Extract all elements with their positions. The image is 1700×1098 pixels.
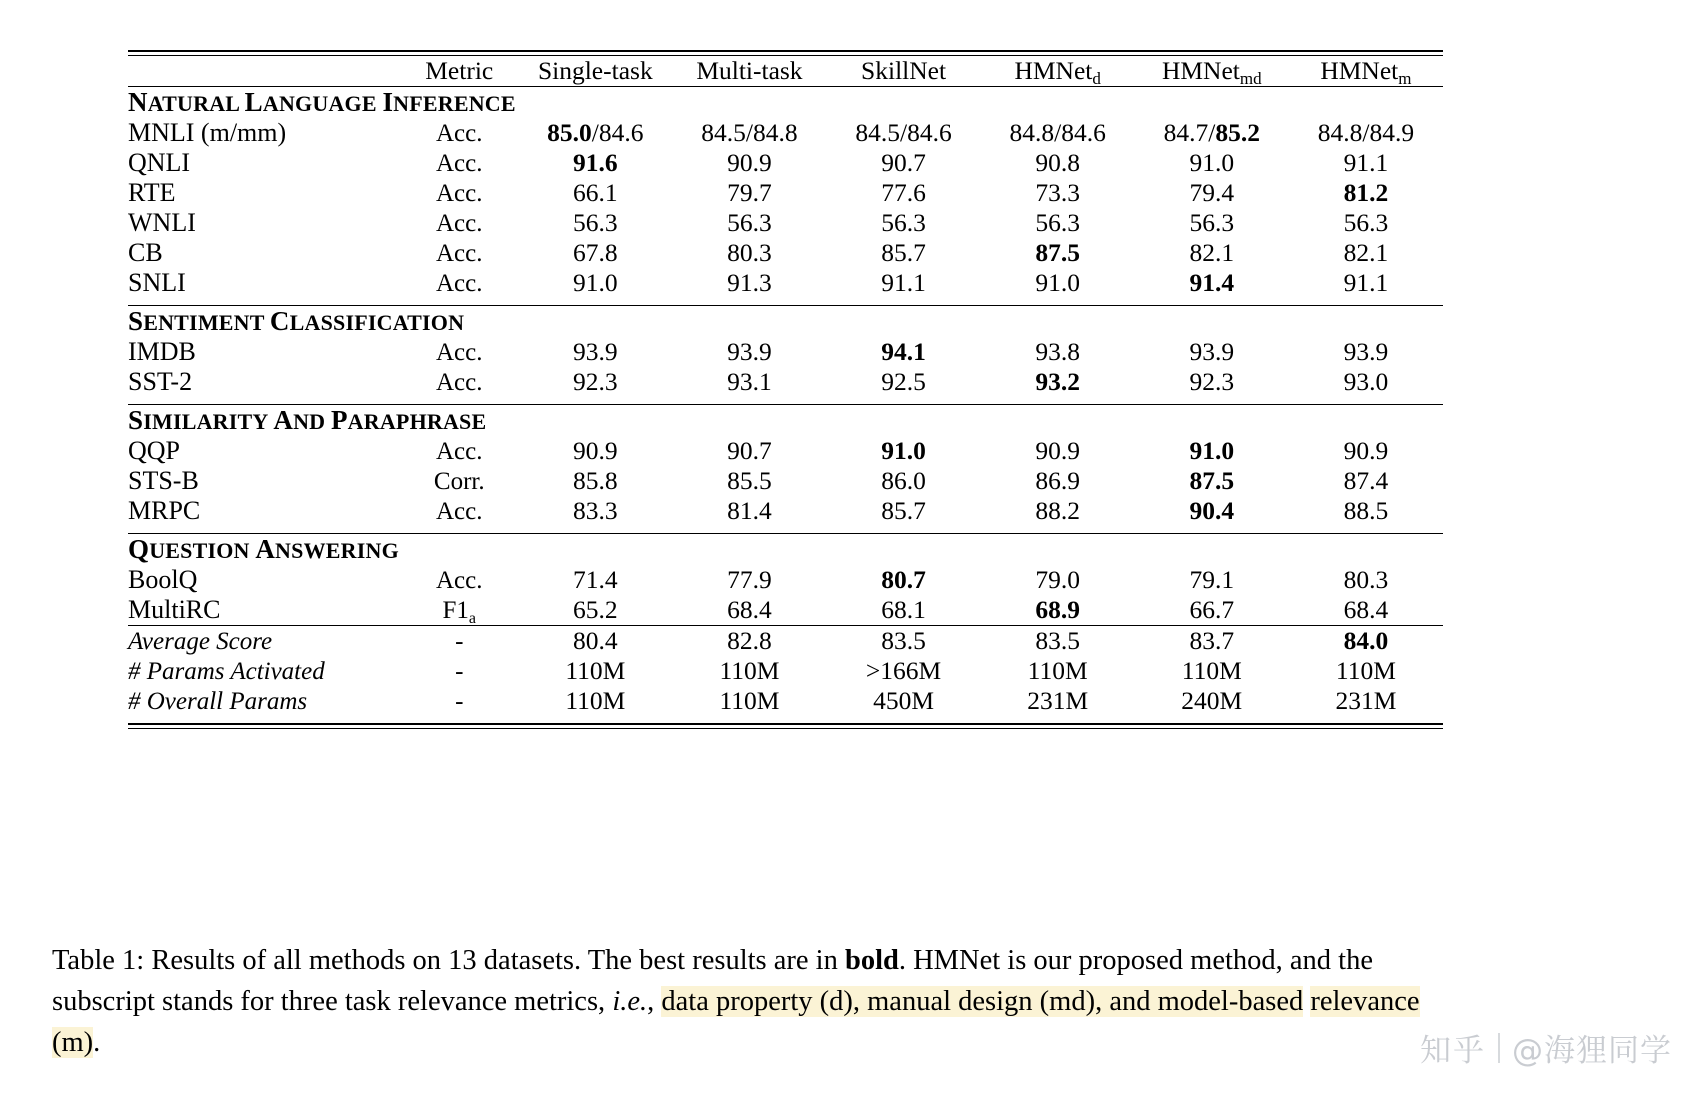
table-cell-value: 80.4 bbox=[573, 626, 618, 655]
caption-highlight-2: relevance (m) bbox=[52, 986, 1420, 1058]
table-cell-value: 91.0 bbox=[1189, 148, 1235, 177]
column-header-metric: Metric bbox=[425, 56, 494, 85]
table-cell-value: 93.8 bbox=[1035, 337, 1080, 366]
table-cell-value: 90.9 bbox=[1035, 436, 1080, 465]
table-cell-value: 93.0 bbox=[1343, 367, 1389, 396]
table-cell-value: 450M bbox=[873, 686, 935, 715]
table-cell-value: 110M bbox=[1181, 656, 1242, 685]
table-cell-value: 110M bbox=[1335, 656, 1396, 685]
table-row bbox=[128, 436, 1443, 466]
table-cell-value: 81.2 bbox=[1343, 178, 1389, 207]
column-header-multi: Multi-task bbox=[696, 56, 803, 85]
table-row bbox=[128, 178, 1443, 208]
table-cell-value: 68.4 bbox=[727, 595, 772, 624]
table-cell-value: 90.9 bbox=[727, 148, 772, 177]
row-label: MultiRC bbox=[128, 595, 221, 624]
table-cell-value: 87.5 bbox=[1189, 466, 1235, 495]
row-label: # Overall Params bbox=[128, 688, 308, 715]
table-cell-value: 91.1 bbox=[1343, 268, 1389, 297]
table-cell-value: 90.7 bbox=[727, 436, 772, 465]
section-title: NATURAL LANGUAGE INFERENCE bbox=[128, 87, 516, 117]
row-metric: Acc. bbox=[435, 210, 483, 237]
column-header-skillnet: SkillNet bbox=[861, 56, 947, 85]
table-cell-value: 85.8 bbox=[573, 466, 618, 495]
section-title: SENTIMENT CLASSIFICATION bbox=[128, 306, 465, 336]
table-cell-value: 88.2 bbox=[1035, 496, 1080, 525]
table-row bbox=[128, 208, 1443, 238]
column-header-name bbox=[128, 56, 400, 87]
table-cell-value: 66.1 bbox=[573, 178, 618, 207]
table-cell-value: 92.3 bbox=[1189, 367, 1235, 396]
rule bbox=[128, 724, 1443, 729]
table-cell-value: 110M bbox=[719, 686, 780, 715]
table-cell-value: 85.0/84.6 bbox=[547, 118, 644, 147]
row-label: WNLI bbox=[128, 208, 196, 237]
table-cell-value: 92.3 bbox=[573, 367, 618, 396]
table-cell-value: 84.5/84.6 bbox=[855, 118, 952, 147]
section-heading-row bbox=[128, 534, 1443, 565]
table-cell-value: 91.1 bbox=[1343, 148, 1389, 177]
section-heading-row bbox=[128, 405, 1443, 436]
row-metric: Acc. bbox=[435, 270, 483, 297]
table-rule-double bbox=[128, 724, 1443, 729]
table-cell-value: 80.3 bbox=[727, 238, 772, 267]
caption-part3: , bbox=[647, 986, 662, 1017]
table-cell-value: 85.5 bbox=[727, 466, 772, 495]
table-cell-value: 68.9 bbox=[1035, 595, 1080, 624]
caption-highlight-1: data property (d), manual design (md), and model-based bbox=[661, 986, 1304, 1017]
table-cell-value: 84.7/85.2 bbox=[1163, 118, 1260, 147]
spacer bbox=[128, 716, 1443, 724]
table-cell-value: 84.0 bbox=[1343, 626, 1389, 655]
row-metric: Acc. bbox=[435, 240, 483, 267]
table-cell-value: 83.7 bbox=[1189, 626, 1235, 655]
caption-bold-word: bold bbox=[844, 945, 899, 976]
table-row bbox=[128, 118, 1443, 148]
results-table bbox=[128, 50, 1443, 729]
row-label: # Params Activated bbox=[128, 658, 325, 685]
summary-row bbox=[128, 656, 1443, 686]
row-metric: Acc. bbox=[435, 438, 483, 465]
table-cell-value: 85.7 bbox=[881, 496, 926, 525]
table-cell-value: 91.0 bbox=[573, 268, 618, 297]
row-metric: Acc. bbox=[435, 150, 483, 177]
row-metric: Corr. bbox=[433, 468, 485, 495]
table-cell-value: 56.3 bbox=[1189, 208, 1235, 237]
table-row bbox=[128, 268, 1443, 298]
row-label: QQP bbox=[128, 436, 181, 465]
spacer-row bbox=[128, 397, 1443, 405]
row-metric: - bbox=[455, 628, 464, 655]
table-cell-value: 90.9 bbox=[573, 436, 618, 465]
spacer-row bbox=[128, 716, 1443, 724]
table-cell-value: 66.7 bbox=[1189, 595, 1235, 624]
results-table-container bbox=[128, 50, 1443, 729]
table-cell-value: 79.1 bbox=[1189, 565, 1235, 594]
table-cell-value: 110M bbox=[565, 686, 626, 715]
table-row bbox=[128, 496, 1443, 526]
table-cell-value: 56.3 bbox=[573, 208, 618, 237]
table-cell-value: 56.3 bbox=[1343, 208, 1389, 237]
spacer bbox=[128, 526, 1443, 534]
table-cell-value: 56.3 bbox=[881, 208, 926, 237]
zhihu-logo-icon: 知乎 bbox=[1420, 1033, 1486, 1069]
row-label: MRPC bbox=[128, 496, 201, 525]
table-cell-value: 80.3 bbox=[1343, 565, 1389, 594]
row-metric: - bbox=[455, 688, 464, 715]
table-cell-value: 82.8 bbox=[727, 626, 772, 655]
table-cell-value: 84.8/84.6 bbox=[1009, 118, 1106, 147]
caption-part1: Results of all methods on 13 datasets. The best results are in bbox=[144, 945, 845, 976]
row-label: Average Score bbox=[128, 628, 273, 655]
caption-part4: . bbox=[93, 1027, 101, 1058]
table-cell-value: 90.8 bbox=[1035, 148, 1080, 177]
table-cell-value: 82.1 bbox=[1343, 238, 1389, 267]
caption-label: Table 1: bbox=[52, 945, 145, 976]
table-cell-value: 79.4 bbox=[1189, 178, 1235, 207]
caption-ie: i.e. bbox=[612, 986, 648, 1017]
row-metric: Acc. bbox=[435, 339, 483, 366]
row-metric: Acc. bbox=[435, 498, 483, 525]
table-cell-value: 81.4 bbox=[727, 496, 772, 525]
column-header-hmnet_d: HMNetd bbox=[1014, 56, 1101, 88]
table-cell-value: 56.3 bbox=[727, 208, 772, 237]
row-metric: $F1_a$ bbox=[442, 597, 476, 627]
spacer bbox=[128, 397, 1443, 405]
table-cell-value: 93.9 bbox=[1189, 337, 1235, 366]
table-cell-value: 71.4 bbox=[573, 565, 618, 594]
table-cell-value: 87.5 bbox=[1035, 238, 1080, 267]
column-header-hmnet_md: HMNetmd bbox=[1161, 56, 1262, 88]
table-cell-value: 91.4 bbox=[1189, 268, 1235, 297]
table-cell-value: 110M bbox=[719, 656, 780, 685]
table-row bbox=[128, 238, 1443, 268]
table-cell-value: 91.0 bbox=[881, 436, 926, 465]
summary-row bbox=[128, 626, 1443, 656]
row-label: CB bbox=[128, 238, 163, 267]
table-cell-value: 91.0 bbox=[1035, 268, 1080, 297]
spacer-row bbox=[128, 298, 1443, 306]
table-caption bbox=[52, 940, 1472, 1063]
table-cell-value: 56.3 bbox=[1035, 208, 1080, 237]
table-cell-value: 93.2 bbox=[1035, 367, 1080, 396]
summary-row bbox=[128, 686, 1443, 716]
table-cell-value: 88.5 bbox=[1343, 496, 1389, 525]
row-label: BoolQ bbox=[128, 565, 198, 594]
table-cell-value: 68.4 bbox=[1343, 595, 1389, 624]
row-label: RTE bbox=[128, 178, 176, 207]
row-metric: Acc. bbox=[435, 180, 483, 207]
row-label: MNLI (m/mm) bbox=[128, 118, 287, 147]
table-cell-value: 94.1 bbox=[881, 337, 926, 366]
row-metric: Acc. bbox=[435, 120, 483, 147]
column-header-hmnet_m: HMNetm bbox=[1320, 56, 1412, 88]
table-cell-value: 90.7 bbox=[881, 148, 926, 177]
section-heading-row bbox=[128, 87, 1443, 118]
table-cell-value: 91.3 bbox=[727, 268, 772, 297]
table-header-row bbox=[128, 56, 1443, 87]
watermark-divider bbox=[1498, 1033, 1500, 1063]
caption-part2: . HMNet is our proposed method, and the subscript stands for three task relevance metrics, bbox=[52, 945, 1373, 1017]
row-metric: Acc. bbox=[435, 369, 483, 396]
table-cell-value: 92.5 bbox=[881, 367, 926, 396]
section-title: SIMILARITY AND PARAPHRASE bbox=[128, 405, 487, 435]
table-cell-value: 110M bbox=[565, 656, 626, 685]
table-cell-value: 83.3 bbox=[573, 496, 618, 525]
table-row bbox=[128, 466, 1443, 496]
table-cell-value: 86.0 bbox=[881, 466, 926, 495]
watermark-handle: @海狸同学 bbox=[1512, 1033, 1672, 1069]
watermark bbox=[1420, 1025, 1672, 1070]
table-cell-value: 87.4 bbox=[1343, 466, 1389, 495]
results-table-body bbox=[128, 51, 1443, 729]
table-cell-value: 67.8 bbox=[573, 238, 618, 267]
table-cell-value: 85.7 bbox=[881, 238, 926, 267]
table-cell-value: 110M bbox=[1027, 656, 1088, 685]
table-cell-value: 68.1 bbox=[881, 595, 926, 624]
table-cell-value: 91.6 bbox=[573, 148, 618, 177]
table-cell-value: 231M bbox=[1027, 686, 1089, 715]
table-cell-value: 65.2 bbox=[573, 595, 618, 624]
table-cell-value: 231M bbox=[1335, 686, 1397, 715]
table-cell-value: 91.1 bbox=[881, 268, 926, 297]
spacer-row bbox=[128, 526, 1443, 534]
row-metric: Acc. bbox=[435, 567, 483, 594]
table-cell-value: 90.4 bbox=[1189, 496, 1235, 525]
table-row bbox=[128, 367, 1443, 397]
table-cell-value: 79.0 bbox=[1035, 565, 1080, 594]
row-metric: - bbox=[455, 658, 464, 685]
table-cell-value: 79.7 bbox=[727, 178, 772, 207]
table-cell-value: 240M bbox=[1181, 686, 1243, 715]
table-cell-value: 83.5 bbox=[881, 626, 926, 655]
table-cell-value: 84.8/84.9 bbox=[1317, 118, 1415, 147]
row-label: QNLI bbox=[128, 148, 191, 177]
table-cell-value: >166M bbox=[865, 656, 942, 685]
table-cell-value: 93.9 bbox=[573, 337, 618, 366]
table-row bbox=[128, 148, 1443, 178]
row-label: SNLI bbox=[128, 268, 186, 297]
table-cell-value: 77.6 bbox=[881, 178, 926, 207]
row-label: SST-2 bbox=[128, 367, 193, 396]
table-cell-value: 80.7 bbox=[881, 565, 926, 594]
table-row bbox=[128, 595, 1443, 626]
table-cell-value: 86.9 bbox=[1035, 466, 1080, 495]
table-cell-value: 90.9 bbox=[1343, 436, 1389, 465]
table-cell-value: 83.5 bbox=[1035, 626, 1080, 655]
column-header-single: Single-task bbox=[537, 56, 653, 85]
table-cell-value: 77.9 bbox=[727, 565, 772, 594]
row-label: STS-B bbox=[128, 466, 199, 495]
table-cell-value: 73.3 bbox=[1035, 178, 1080, 207]
section-heading-row bbox=[128, 306, 1443, 337]
table-cell-value: 93.9 bbox=[727, 337, 772, 366]
row-label: IMDB bbox=[128, 337, 196, 366]
table-cell-value: 82.1 bbox=[1189, 238, 1235, 267]
section-title: QUESTION ANSWERING bbox=[128, 534, 399, 564]
table-cell-value: 84.5/84.8 bbox=[701, 118, 798, 147]
table-cell-value: 93.9 bbox=[1343, 337, 1389, 366]
table-cell-value: 93.1 bbox=[727, 367, 772, 396]
table-row bbox=[128, 337, 1443, 367]
table-row bbox=[128, 565, 1443, 595]
spacer bbox=[128, 298, 1443, 306]
table-cell-value: 91.0 bbox=[1189, 436, 1235, 465]
